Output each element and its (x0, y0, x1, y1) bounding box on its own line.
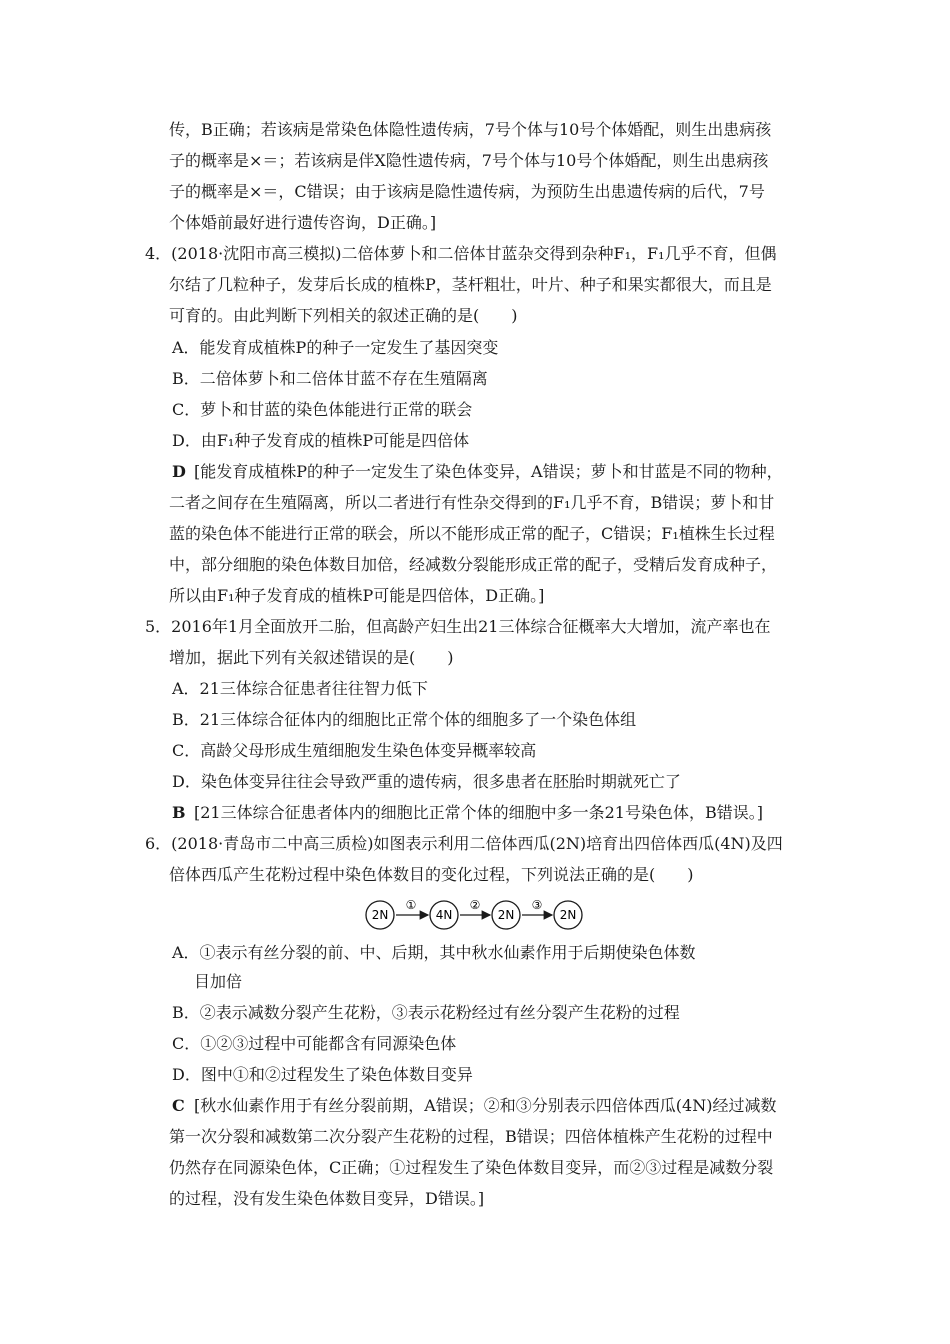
q4-option-d: D．由F₁种子发育成的植株P可能是四倍体 (172, 431, 470, 450)
q4-option-b: B．二倍体萝卜和二倍体甘蓝不存在生殖隔离 (172, 369, 488, 388)
q6-explanation-line: 的过程，没有发生染色体数目变异，D错误。] (169, 1189, 485, 1208)
q5-stem-line: 5．2016年1月全面放开二胎，但高龄产妇生出21三体综合征概率大大增加，流产率也在 (145, 617, 771, 636)
diagram-arrow (460, 898, 490, 915)
q4-option-a: A．能发育成植株P的种子一定发生了基因突变 (172, 338, 499, 357)
q6-option-c: C．①②③过程中可能都含有同源染色体 (172, 1034, 457, 1053)
q3-explanation-line: 个体婚前最好进行遗传咨询，D正确。] (169, 213, 437, 232)
q3-explanation-line: 子的概率是×＝；若该病是伴X隐性遗传病，7号个体与10号个体婚配，则生出患病孩 (169, 151, 769, 170)
q6-stem-line: 倍体西瓜产生花粉过程中染色体数目的变化过程，下列说法正确的是( ) (169, 865, 694, 884)
q4-explanation-line: 中，部分细胞的染色体数目加倍，经减数分裂能形成正常的配子，受精后发育成种子， (169, 555, 778, 574)
diagram-node-label: 2N (371, 908, 389, 922)
q6-option-a-continued: 目加倍 (194, 972, 243, 991)
diagram-arrow (522, 898, 552, 915)
q5-option-b: B．21三体综合征体内的细胞比正常个体的细胞多了一个染色体组 (172, 710, 637, 729)
q6-option-b: B．②表示减数分裂产生花粉，③表示花粉经过有丝分裂产生花粉的过程 (172, 1003, 680, 1022)
q5-option-c: C．高龄父母形成生殖细胞发生染色体变异概率较高 (172, 741, 537, 760)
diagram-step-label: ② (469, 898, 481, 912)
q6-explanation-line: 第一次分裂和减数第二次分裂产生花粉的过程，B错误；四倍体植株产生花粉的过程中 (169, 1127, 773, 1146)
diagram-node (366, 901, 394, 929)
q4-stem-line: 可育的。由此判断下列相关的叙述正确的是( ) (169, 306, 518, 325)
q4-stem-line: 4．(2018·沈阳市高三模拟)二倍体萝卜和二倍体甘蓝杂交得到杂种F₁，F₁几乎不育，但偶 (145, 244, 777, 263)
q4-option-c: C．萝卜和甘蓝的染色体能进行正常的联会 (172, 400, 473, 419)
q5-stem-line: 增加，据此下列有关叙述错误的是( ) (169, 648, 454, 667)
q6-option-d: D．图中①和②过程发生了染色体数目变异 (172, 1065, 473, 1084)
q3-explanation-line: 传，B正确；若该病是常染色体隐性遗传病，7号个体与10号个体婚配，则生出患病孩 (169, 120, 772, 139)
q6-stem-line: 6．(2018·青岛市二中高三质检)如图表示利用二倍体西瓜(2N)培育出四倍体西瓜(4N)及四 (145, 834, 783, 853)
q4-stem-line: 尔结了几粒种子，发芽后长成的植株P，茎杆粗壮，叶片、种子和果实都很大，而且是 (169, 275, 772, 294)
chromosome-change-diagram (360, 895, 590, 935)
diagram-node-label: 2N (559, 908, 577, 922)
q4-explanation-line: 二者之间存在生殖隔离，所以二者进行有性杂交得到的F₁几乎不育，B错误；萝卜和甘 (169, 493, 775, 512)
diagram-node (430, 901, 458, 929)
diagram-node (492, 901, 520, 929)
q6-explanation-line: 仍然存在同源染色体，C正确；①过程发生了染色体数目变异，而②③过程是减数分裂 (169, 1158, 774, 1177)
q4-explanation-line: 所以由F₁种子发育成的植株P可能是四倍体，D正确。] (169, 586, 545, 605)
q6-answer-letter: C (172, 1096, 185, 1115)
q3-explanation-line: 子的概率是×＝，C错误；由于该病是隐性遗传病，为预防生出患遗传病的后代，7号 (169, 182, 765, 201)
diagram-step-label: ① (405, 898, 417, 912)
diagram-node-label: 2N (497, 908, 515, 922)
diagram-arrow (396, 898, 428, 915)
q6-explanation-line: [秋水仙素作用于有丝分裂前期，A错误；②和③分别表示四倍体西瓜(4N)经过减数 (194, 1096, 777, 1115)
q6-option-a: A．①表示有丝分裂的前、中、后期，其中秋水仙素作用于后期使染色体数 (172, 943, 696, 962)
diagram-node (554, 901, 582, 929)
diagram-step-label: ③ (531, 898, 543, 912)
q4-explanation-line: 蓝的染色体不能进行正常的联会，所以不能形成正常的配子，C错误；F₁植株生长过程 (169, 524, 775, 543)
q5-option-a: A．21三体综合征患者往往智力低下 (172, 679, 428, 698)
q4-answer-letter: D (172, 462, 186, 481)
diagram-node-label: 4N (435, 908, 453, 922)
q5-explanation-line: [21三体综合征患者体内的细胞比正常个体的细胞中多一条21号染色体，B错误。] (194, 803, 763, 822)
q5-answer-letter: B (172, 803, 186, 822)
q4-explanation-line: [能发育成植株P的种子一定发生了染色体变异，A错误；萝卜和甘蓝是不同的物种， (194, 462, 783, 481)
q5-option-d: D．染色体变异往往会导致严重的遗传病，很多患者在胚胎时期就死亡了 (172, 772, 681, 791)
